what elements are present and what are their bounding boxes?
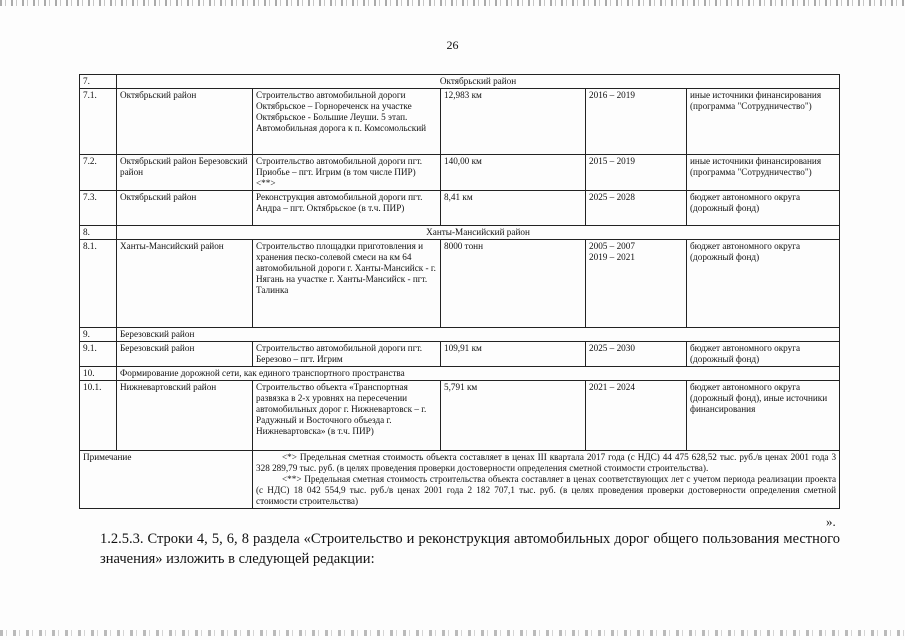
capacity-cell: 8000 тонн [441, 240, 586, 328]
capacity-cell: 5,791 км [441, 381, 586, 451]
closing-quote: ». [826, 514, 836, 529]
table-row [80, 381, 840, 451]
row-number: 7.1. [80, 89, 117, 155]
note-label: Примечание [80, 451, 253, 509]
row-number: 9. [80, 328, 117, 342]
district-cell: Октябрьский район Березовский район [117, 155, 253, 191]
capacity-cell: 12,983 км [441, 89, 586, 155]
object-cell: Строительство автомобильной дороги пгт. Приобье – пгт. Игрим (в том числе ПИР) <**> [253, 155, 441, 191]
section-row [80, 75, 840, 89]
funding-source-cell: иные источники финансирования (программа "Сотрудничество") [687, 89, 840, 155]
scan-edge-bottom [0, 630, 905, 636]
scan-edge-top [0, 0, 905, 6]
district-cell: Березовский район [117, 342, 253, 367]
object-cell: Строительство автомобильной дороги пгт. Березово – пгт. Игрим [253, 342, 441, 367]
funding-source-cell: бюджет автономного округа (дорожный фонд) [687, 191, 840, 226]
district-cell: Нижневартовский район [117, 381, 253, 451]
section-row [80, 367, 840, 381]
capacity-cell: 140,00 км [441, 155, 586, 191]
row-number: 7. [80, 75, 117, 89]
funding-source-cell: бюджет автономного округа (дорожный фонд) [687, 240, 840, 328]
row-number: 8.1. [80, 240, 117, 328]
period-cell: 2016 – 2019 [586, 89, 687, 155]
section-title: Формирование дорожной сети, как единого транспортного пространства [117, 367, 840, 381]
road-objects-table [79, 74, 840, 509]
section-title: Ханты-Мансийский район [117, 226, 840, 240]
object-cell: Строительство автомобильной дороги Октябрьское – Горнореченск на участке Октябрьское - Большие Леуши. 5 этап. Автомобильная дорога к п. Комсомольский [253, 89, 441, 155]
section-row [80, 226, 840, 240]
table-row [80, 342, 840, 367]
funding-source-cell: бюджет автономного округа (дорожный фонд), иные источники финансирования [687, 381, 840, 451]
row-number: 7.2. [80, 155, 117, 191]
period-cell: 2005 – 2007 2019 – 2021 [586, 240, 687, 328]
row-number: 7.3. [80, 191, 117, 226]
period-cell: 2025 – 2030 [586, 342, 687, 367]
period-cell: 2021 – 2024 [586, 381, 687, 451]
next-paragraph: 1.2.5.3. Строки 4, 5, 6, 8 раздела «Строительство и реконструкция автомобильных дорог общего пользования местного значения» изложить в следующей редакции: [100, 531, 840, 567]
notes-cell [253, 451, 840, 509]
page-number: 26 [446, 38, 459, 52]
object-cell: Строительство площадки приготовления и хранения песко-солевой смеси на км 64 автомобильной дороги г. Ханты-Мансийск - г. Нягань на участке г. Ханты-Мансийск - пгт. Талинка [253, 240, 441, 328]
table-row [80, 191, 840, 226]
row-number: 8. [80, 226, 117, 240]
table-row [80, 155, 840, 191]
row-number: 9.1. [80, 342, 117, 367]
capacity-cell: 8,41 км [441, 191, 586, 226]
object-cell: Строительство объекта «Транспортная развязка в 2-х уровнях на пересечении автомобильных дорог г. Нижневартовск – г. Радужный и Восточного объезда г. Нижневартовска» (в т.ч. ПИР) [253, 381, 441, 451]
funding-source-cell: бюджет автономного округа (дорожный фонд) [687, 342, 840, 367]
row-number: 10. [80, 367, 117, 381]
district-cell: Октябрьский район [117, 191, 253, 226]
table-row [80, 240, 840, 328]
district-cell: Октябрьский район [117, 89, 253, 155]
footnote: <*> Предельная сметная стоимость объекта составляет в ценах III квартала 2017 года (с НДС) 44 475 628,52 тыс. руб./в ценах 2001 года 3 328 289,79 тыс. руб. (в целях проведения проверки достоверности определения сметной стоимости строительства). [256, 452, 837, 473]
period-cell: 2015 – 2019 [586, 155, 687, 191]
funding-source-cell: иные источники финансирования (программа "Сотрудничество") [687, 155, 840, 191]
row-number: 10.1. [80, 381, 117, 451]
section-row [80, 328, 840, 342]
district-cell: Ханты-Мансийский район [117, 240, 253, 328]
object-cell: Реконструкция автомобильной дороги пгт. Андра – пгт. Октябрьское (в т.ч. ПИР) [253, 191, 441, 226]
notes-row [80, 451, 840, 509]
period-cell: 2025 – 2028 [586, 191, 687, 226]
section-title: Березовский район [117, 328, 840, 342]
footnote: <**> Предельная сметная стоимость строительства объекта составляет в ценах соответствующих лет с учетом периода реализации проекта (с НДС) 18 042 554,9 тыс. руб./в ценах 2001 года 2 182 707,1 тыс. руб. (в целях проведения проверки достоверности определения сметной стоимости строительства) [256, 474, 837, 506]
table-row [80, 89, 840, 155]
capacity-cell: 109,91 км [441, 342, 586, 367]
section-title: Октябрьский район [117, 75, 840, 89]
